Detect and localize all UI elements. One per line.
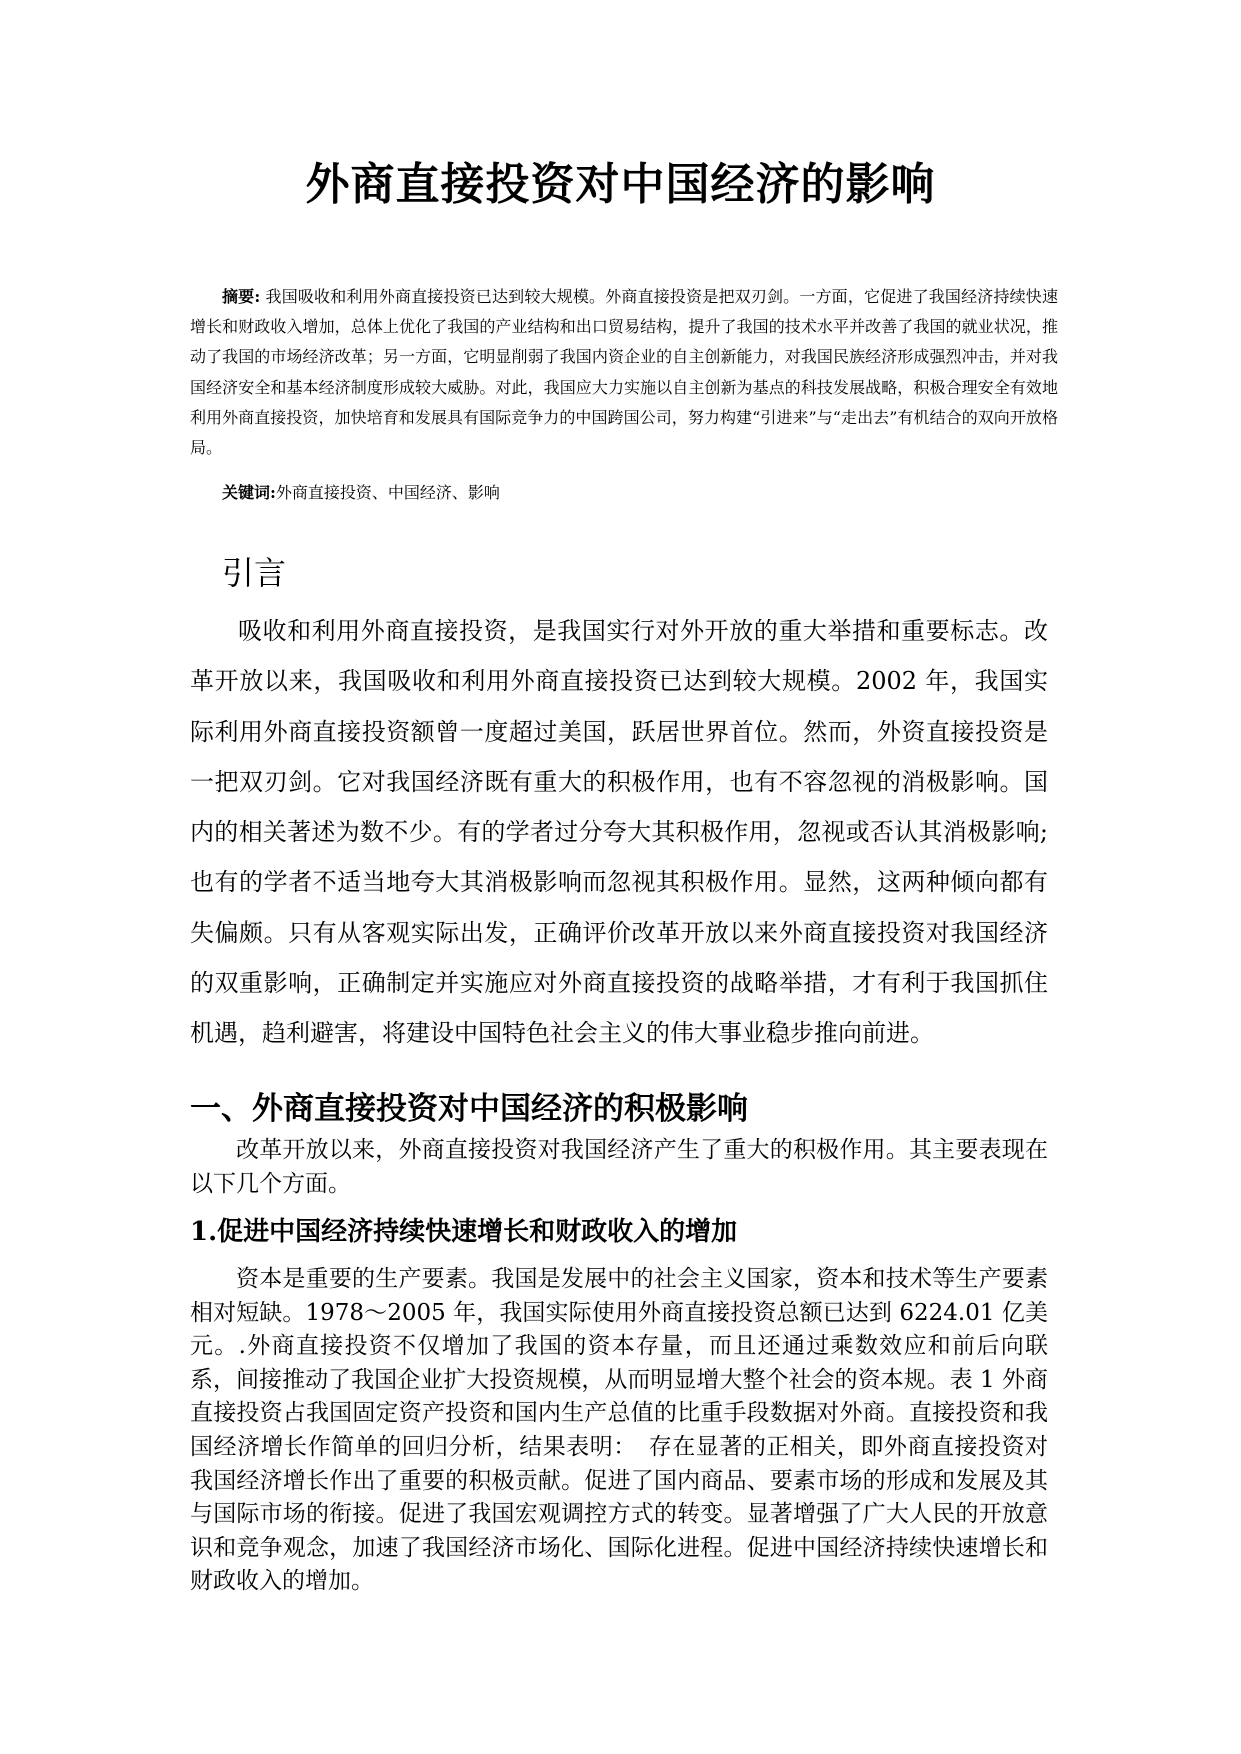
intro-paragraph: 吸收和利用外商直接投资，是我国实行对外开放的重大举措和重要标志。改革开放以来，我国吸收和利用外商直接投资已达到较大规模。2002 年，我国实际利用外商直接投资额曾一度超过美国，跃居世界首位。然而，外资直接投资是一把双刃剑。它对我国经济既有重大的积极作用，也有不容忽视的消极影响。国内的相关著述为数不少。有的学者过分夸大其积极作用，忽视或否认其消极影响;也有的学者不适当地夸大其消极影响而忽视其积极作用。显然，这两种倾向都有失偏颇。只有从客观实际出发，正确评价改革开放以来外商直接投资对我国经济的双重影响，正确制定并实施应对外商直接投资的战略举措，才有利于我国抓住机遇，趋利避害，将建设中国特色社会主义的伟大事业稳步推向前进。 xyxy=(190,617,1048,1048)
keywords-label: 关键词: xyxy=(222,483,276,502)
intro-heading: 引言 xyxy=(222,554,287,592)
abstract xyxy=(190,282,1058,463)
section-1-paragraph: 改革开放以来，外商直接投资对我国经济产生了重大的积极作用。其主要表现在以下几个方面。 xyxy=(190,1137,1048,1197)
abstract-text: 我国吸收和利用外商直接投资已达到较大规模。外商直接投资是把双刃剑。一方面，它促进了我国经济持续快速增长和财政收入增加，总体上优化了我国的产业结构和出口贸易结构，提升了我国的技术水平并改善了我国的就业状况，推动了我国的市场经济改革；另一方面，它明显削弱了我国内资企业的自主创新能力，对我国民族经济形成强烈冲击，并对我国经济安全和基本经济制度形成较大威胁。对此，我国应大力实施以自主创新为基点的科技发展战略，积极合理安全有效地利用外商直接投资，加快培育和发展具有国际竞争力的中国跨国公司，努力构建“引进来”与“走出去”有机结合的双向开放格局。 xyxy=(190,287,1058,458)
document-title: 外商直接投资对中国经济的影响 xyxy=(305,159,936,210)
abstract-label: 摘要: xyxy=(222,287,261,306)
section-1-heading: 一、外商直接投资对中国经济的积极影响 xyxy=(190,1091,748,1127)
keywords xyxy=(190,478,1058,508)
subsection-1-paragraph: 资本是重要的生产要素。我国是发展中的社会主义国家，资本和技术等生产要素相对短缺。1978～2005 年，我国实际使用外商直接投资总额已达到 6224.01 亿美元。.外商直接投资不仅增加了我国的资本存量，而且还通过乘数效应和前后向联系，间接推动了我国企业扩大投资规模，从而明显增大整个社会的资本规。表 1 外商直接投资占我国固定资产投资和国内生产总值的比重手段数据对外商。直接投资和我国经济增长作简单的回归分析，结果表明： 存在显著的正相关，即外商直接投资对我国经济增长作出了重要的积极贡献。促进了国内商品、要素市场的形成和发展及其与国际市场的衔接。促进了我国宏观调控方式的转变。显著增强了广大人民的开放意识和竞争观念，加速了我国经济市场化、国际化进程。促进中国经济持续快速增长和财政收入的增加。 xyxy=(190,1266,1048,1595)
keywords-text: 外商直接投资、中国经济、影响 xyxy=(275,483,500,502)
subsection-1-heading: 1.促进中国经济持续快速增长和财政收入的增加 xyxy=(190,1217,738,1247)
